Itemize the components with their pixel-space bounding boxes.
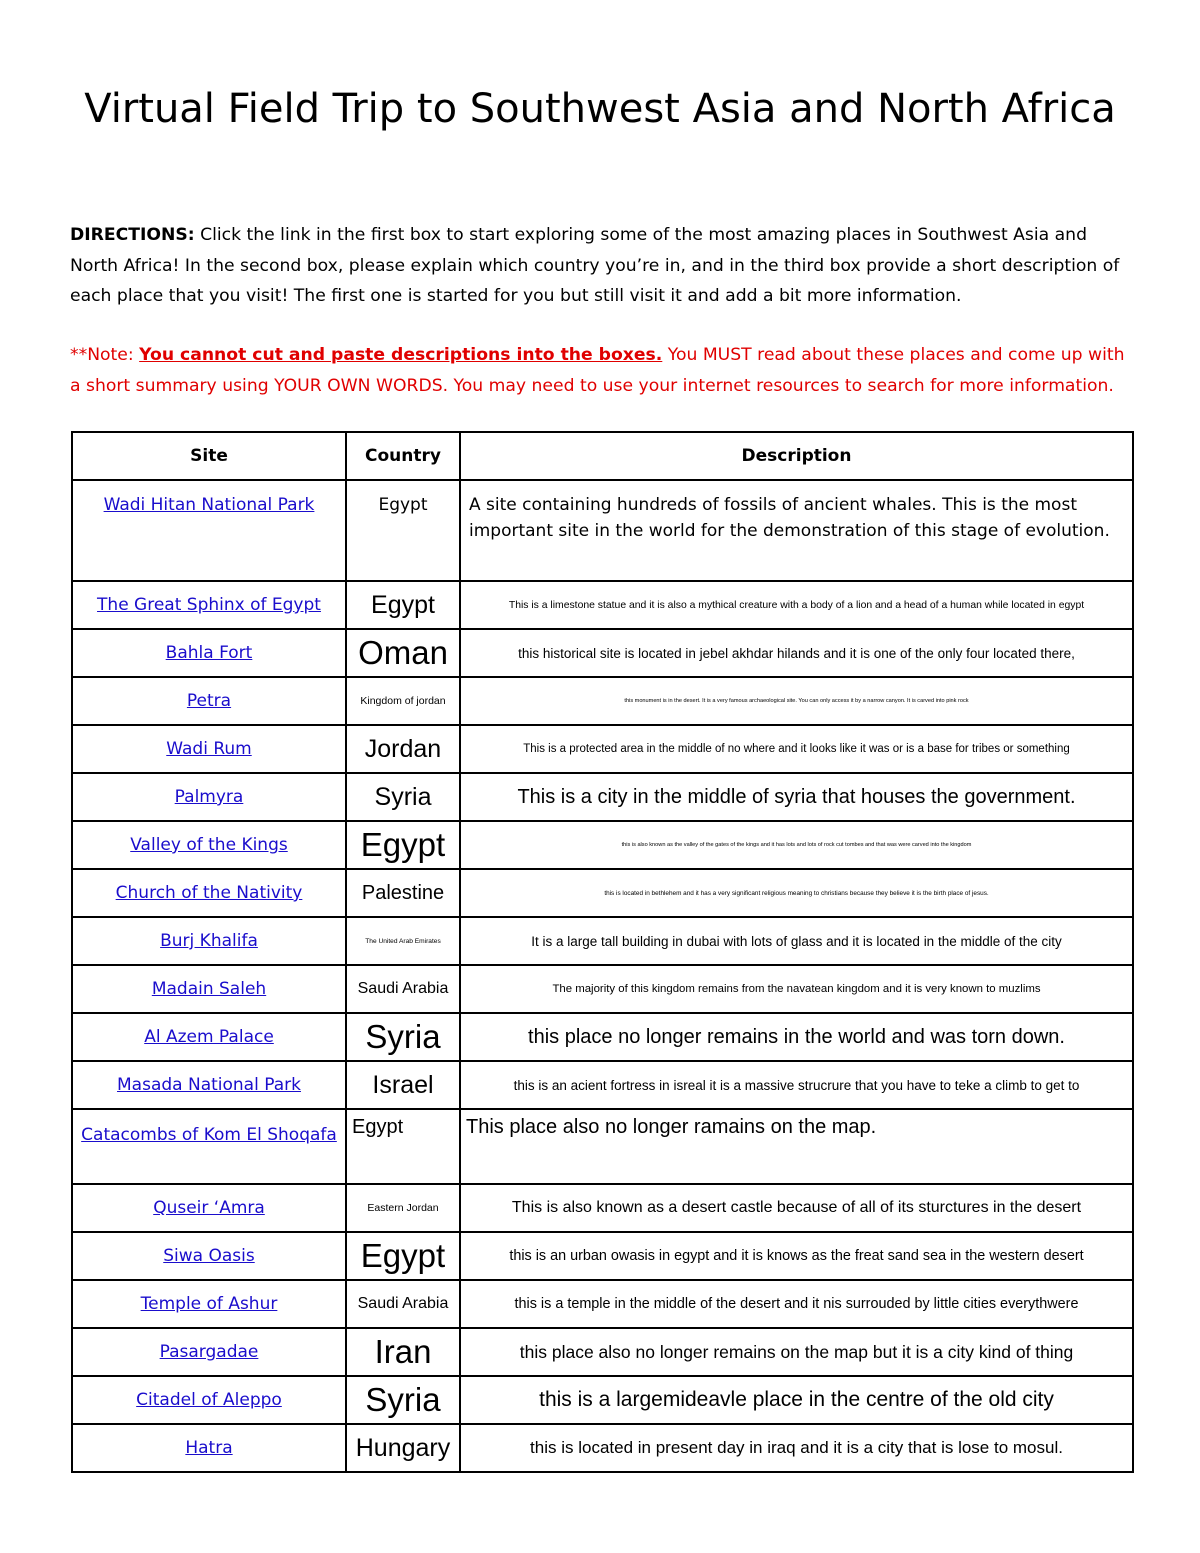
country-cell: Kingdom of jordan [346, 677, 460, 725]
header-description: Description [460, 432, 1133, 480]
table-row [72, 1280, 1133, 1328]
description-cell: The majority of this kingdom remains from the navatean kingdom and it is very known to muzlims [460, 965, 1133, 1013]
note-warning: You cannot cut and paste descriptions into the boxes. [139, 345, 663, 365]
description-cell: This place also no longer ramains on the map. [460, 1109, 1133, 1184]
country-cell: Jordan [346, 725, 460, 773]
site-link[interactable]: Siwa Oasis [163, 1246, 255, 1266]
site-link[interactable]: Quseir ‘Amra [153, 1198, 265, 1218]
note-text: You MUST read about these places and come up with a short summary using YOUR OWN WORDS. You may need to use your internet resources to search for more information. [70, 345, 1125, 396]
directions-text: Click the link in the first box to start exploring some of the most amazing places in Southwest Asia and North Africa! In the second box, please explain which country you’re in, and in the third box provide a short description of each place that you visit! The first one is started for you but still visit it and add a bit more information. [70, 225, 1120, 306]
country-cell: Syria [346, 1376, 460, 1424]
description-cell: this is a largemideavle place in the centre of the old city [460, 1376, 1133, 1424]
description-cell: this historical site is located in jebel akhdar hilands and it is one of the only four located there, [460, 629, 1133, 677]
country-cell: The United Arab Emirates [346, 917, 460, 965]
note-prefix: **Note: [70, 345, 140, 365]
country-cell: Egypt [346, 1109, 460, 1184]
description-cell: A site containing hundreds of fossils of ancient whales. This is the most important site in the world for the demonstration of this stage of evolution. [460, 480, 1133, 581]
table-row [72, 629, 1133, 677]
country-cell: Palestine [346, 869, 460, 917]
page-title: Virtual Field Trip to Southwest Asia and North Africa [84, 86, 1116, 132]
country-cell: Israel [346, 1061, 460, 1109]
site-link[interactable]: Bahla Fort [165, 643, 253, 663]
site-link[interactable]: Petra [186, 691, 232, 711]
table-row [72, 1232, 1133, 1280]
site-link[interactable]: Temple of Ashur [140, 1294, 278, 1314]
directions-paragraph [70, 220, 1135, 312]
site-link[interactable]: The Great Sphinx of Egypt [97, 595, 321, 615]
description-cell: this place also no longer remains on the map but it is a city kind of thing [460, 1328, 1133, 1376]
table-row [72, 1376, 1133, 1424]
site-link[interactable]: Pasargadae [159, 1342, 259, 1362]
table-row [72, 1109, 1133, 1184]
site-link[interactable]: Hatra [185, 1438, 233, 1458]
site-link[interactable]: Catacombs of Kom El Shoqafa [81, 1125, 337, 1145]
table-row [72, 869, 1133, 917]
note-paragraph [70, 340, 1135, 402]
table-row [72, 1013, 1133, 1061]
table-row [72, 581, 1133, 629]
table-row [72, 773, 1133, 821]
country-cell: Saudi Arabia [346, 965, 460, 1013]
description-cell: It is a large tall building in dubai with lots of glass and it is located in the middle of the city [460, 917, 1133, 965]
country-cell: Egypt [346, 1232, 460, 1280]
table-row [72, 821, 1133, 869]
country-cell: Egypt [346, 821, 460, 869]
directions-label: DIRECTIONS: [70, 225, 195, 245]
site-link[interactable]: Burj Khalifa [160, 931, 258, 951]
site-link[interactable]: Citadel of Aleppo [136, 1390, 282, 1410]
description-cell: This is also known as a desert castle because of all of its sturctures in the desert [460, 1184, 1133, 1232]
site-link[interactable]: Al Azem Palace [144, 1027, 274, 1047]
description-cell: This is a protected area in the middle of no where and it looks like it was or is a base for tribes or something [460, 725, 1133, 773]
description-cell: this is located in present day in iraq and it is a city that is lose to mosul. [460, 1424, 1133, 1472]
country-cell: Saudi Arabia [346, 1280, 460, 1328]
description-cell: This is a city in the middle of syria that houses the government. [460, 773, 1133, 821]
site-link[interactable]: Church of the Nativity [115, 883, 303, 903]
table-row [72, 965, 1133, 1013]
table-row [72, 1061, 1133, 1109]
country-cell: Syria [346, 1013, 460, 1061]
table-row [72, 917, 1133, 965]
table-row [72, 480, 1133, 581]
header-country: Country [346, 432, 460, 480]
country-cell: Eastern Jordan [346, 1184, 460, 1232]
table-row [72, 1328, 1133, 1376]
site-link[interactable]: Masada National Park [117, 1075, 301, 1095]
site-link[interactable]: Madain Saleh [151, 979, 267, 999]
description-cell: this is an acient fortress in isreal it is a massive strucrure that you have to teke a climb to get to [460, 1061, 1133, 1109]
country-cell: Hungary [346, 1424, 460, 1472]
country-cell: Egypt [346, 581, 460, 629]
description-cell: This is a limestone statue and it is also a mythical creature with a body of a lion and a head of a human while located in egypt [460, 581, 1133, 629]
description-cell: this is an urban owasis in egypt and it is knows as the freat sand sea in the western desert [460, 1232, 1133, 1280]
description-cell: this is located in bethlehem and it has a very significant religious meaning to christians because they believe it is the birth place of jesus. [460, 869, 1133, 917]
description-cell: this is also known as the valley of the gates of the kings and it has lots and lots of rock cut tombes and that was were carved into the kingdom [460, 821, 1133, 869]
table-row [72, 677, 1133, 725]
country-cell: Iran [346, 1328, 460, 1376]
table-header-row [72, 432, 1133, 480]
country-cell: Egypt [346, 480, 460, 581]
site-link[interactable]: Wadi Rum [166, 739, 252, 759]
country-cell: Oman [346, 629, 460, 677]
site-link[interactable]: Valley of the Kings [130, 835, 288, 855]
description-cell: this monument is in the desert. It is a very famous archaeological site. You can only access it by a narrow canyon. It is carved into pink rock [460, 677, 1133, 725]
sites-table [71, 431, 1134, 1473]
site-link[interactable]: Palmyra [174, 787, 244, 807]
table-row [72, 1424, 1133, 1472]
country-cell: Syria [346, 773, 460, 821]
description-cell: this place no longer remains in the world and was torn down. [460, 1013, 1133, 1061]
site-link[interactable]: Wadi Hitan National Park [103, 495, 315, 515]
header-site: Site [72, 432, 346, 480]
description-cell: this is a temple in the middle of the desert and it nis surrouded by little cities everythwere [460, 1280, 1133, 1328]
table-row [72, 725, 1133, 773]
table-row [72, 1184, 1133, 1232]
